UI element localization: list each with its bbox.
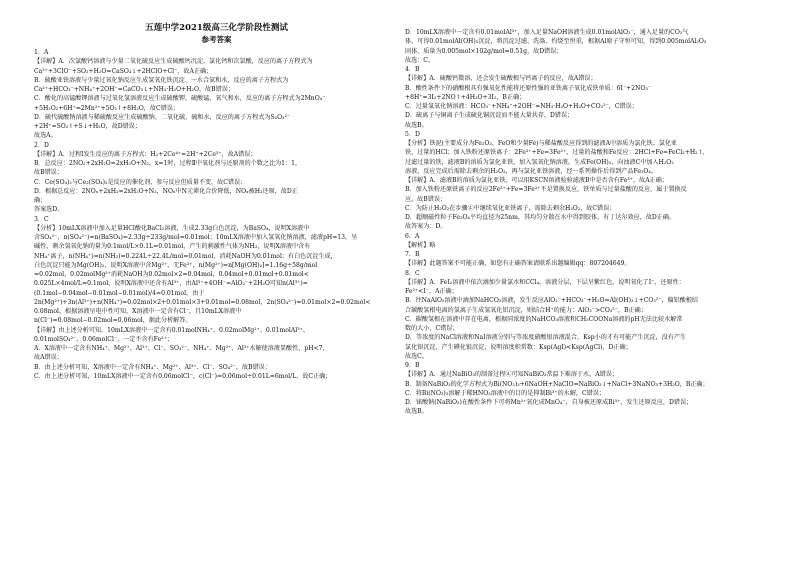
text-line: 故答案为：D。 <box>405 223 447 231</box>
text-line: D．根据总反应：2NOₓ+2xH₂=2xH₂O+N₂，NOₓ中N元素化合价降低，NOₓ被H₂还原，故D正 <box>34 187 298 195</box>
text-line: B．加入铁粉还原铁离子的反应2Fe³⁺+Fe=3Fe²⁺不是置换反应，铁单质与过量盐酸的反应，属于置换反 <box>405 186 687 194</box>
text-line: C．将Bi(NO₃)₃溶解于稀HNO₃溶液中的目的是抑制Bi³⁺的水解，C错误； <box>405 389 605 397</box>
left-column <box>34 22 399 381</box>
text-line: 【详解】A．次氯酸钙溶液与少量二氧化硫反应生成硫酸钙沉淀、氯化钙和次氯酸，反应的离子方程式为 <box>34 58 313 66</box>
text-line: 【详解】A．硫酸钙微溶，还会发生硫酸根与钙离子的反应，故A错误； <box>405 75 597 83</box>
text-line: +5H₂O₂+6H⁺=2Mn²⁺+5O₂↑+8H₂O，故C错误； <box>34 104 179 112</box>
text-line: B．由上述分析可知，X溶液中一定含有NH₄⁺、Mg²⁺、Al³⁺、Cl⁻、SO₄²⁻，故B错误； <box>34 363 271 371</box>
text-line: 【详解】A．通过NaBiO₃的制备过程④可知NaBiO₃常温下难溶于水，A错误； <box>405 371 618 379</box>
text-line: 故选B。 <box>405 121 428 129</box>
text-line: 【分析】10mLX溶液中加入足量HCl酸化BaCl₂溶液，生成2.33g白色沉淀，为BaSO₄，说明X溶液中 <box>34 224 310 232</box>
text-line: C．碳酸氢根在溶液中存在电离，根据同浓度的NaHCO₃溶液和CH₃COONa溶液的pH无法比较水解常 <box>405 315 683 323</box>
text-line: (0.1mol−0.04mol−0.01mol−0.01mol)/4=0.01mol，由于 <box>34 289 205 297</box>
text-line: 铁、过量的HCl；加入铁粉还原铁离子：2Fe³⁺+Fe=3Fe²⁺，过量的盐酸和Fe反应：2HCl+Fe=FeCl₂+H₂↑， <box>405 149 709 157</box>
text-line: D．10mLX溶液中一定含有0.01molAl³⁺，加入足量NaOH溶液生成0.01molAlO₂⁻，通入足量的CO₂气 <box>405 29 689 36</box>
text-line: D．超顺磁性粒子Fe₃O₄平均直径为25nm，其均匀分散在水中得到胶体，有丁达尔效应，故D正确。 <box>405 214 676 221</box>
text-line: D．等浓度的NaCl溶液和NaI溶液分别与等浓度硝酸银溶液混合，Ksp小的才有可能产生沉淀，没有产生 <box>405 334 687 342</box>
text-line: A．X溶液中一定含有NH₄⁺、Mg²⁺、Al³⁺、Cl⁻、SO₄²⁻，NH₄⁺、Mg²⁺、Al³⁺水解使溶液显酸性，pH<7， <box>34 345 329 352</box>
document-title: 五莲中学2021级高三化学阶段性测试 <box>145 23 288 33</box>
text-line: =0.02mol，0.02molMg²⁺消耗NaOH为0.02mol×2=0.04mol，0.04mol+0.01mol+0.01mol< <box>34 271 309 278</box>
text-line: D．铋酸钠(NaBiO₃)在酸性条件下可将Mn²⁺氧化成MnO₄⁻，自身被还原成Bi³⁺，发生还原反应，D错误； <box>405 399 693 406</box>
text-line: C．由上述分析可知，10mLX溶液中一定含有0.06molCl⁻，c(Cl⁻)=0.06mol÷0.01L=6mol/L，故C正确； <box>34 372 332 380</box>
text-line: D．硫代硫酸钠溶液与稀硫酸反应生成硫酸钠、二氧化硫、硫和水，反应的离子方程式为S₂O₃²⁻ <box>34 113 291 121</box>
text-line: Ca²⁺+HCO₃⁻+NH₄⁺+2OH⁻=CaCO₃↓+NH₃·H₂O+H₂O，故B错误； <box>34 86 234 93</box>
left-column-text <box>34 48 399 381</box>
text-line: C．Ce(SO₄)₂与Ce₂(SO₄)₃是反应的催化剂，参与反应但质量不变，故C错误； <box>34 178 247 186</box>
text-line: 体，可得0.01molAl(OH)₃沉淀，将沉淀过滤、洗涤、灼烧至恒重，根据Al原子守恒可知，得到0.005molAl₂O₃ <box>405 38 707 46</box>
text-line: B．总反应：2NO₂+2xH₂O=2xH₂O+N₂，x=1时，过程Ⅱ中氧化剂与还原剂的个数之比为1：1， <box>34 160 302 167</box>
text-line: 故A错误； <box>34 354 63 362</box>
text-line: B．制备NaBiO₃的化学方程式为Bi(NO₃)₃+6NaOH+NaClO=NaBiO₃↓+NaCl+3NaNO₃+3H₂O，B正确； <box>405 380 709 388</box>
text-line: 氯化银沉淀，产生碘化银沉淀，说明溶度积常数：Ksp(AgI)<Ksp(AgCl)，D正确； <box>405 343 632 351</box>
text-line: 0.08mol，根据溶液呈电中性可知，X溶液中一定含有Cl⁻，且10mLX溶液中 <box>34 308 242 315</box>
text-line: 故选：C。 <box>405 56 435 64</box>
text-line: 0.025L×4mol/L=0.1mol，说明X溶液中还含有Al³⁺，由Al³⁺+4OH⁻=AlO₂⁻+2H₂O可知n(Al³⁺)= <box>34 280 308 288</box>
text-line: 2n(Mg²⁺)+3n(Al³⁺)+n(NH₄⁺)=0.02mol×2+0.01mol×3+0.01mol=0.08mol，2n(SO₄²⁻)=0.01mol×2=0.02mol< <box>34 298 371 306</box>
text-line: C．为防止H₂O₂在步骤④中继续氧化亚铁离子，需除去剩余H₂O₂，故C错误； <box>405 204 616 212</box>
text-line: 故B错误； <box>34 169 63 177</box>
text-line: 0.01molSO₄²⁻、0.06molCl⁻，一定不含有Fe³⁺； <box>34 335 173 343</box>
text-line: 【详解】A．滤液B的溶质为氯化亚铁，可以用KSCN溶液检验滤液B中是否含有Fe³⁺，故A正确； <box>405 177 668 184</box>
text-line: 【详解】A．过程Ⅰ发生反应的离子方程式：H₂+2Ce⁴⁺=2H⁺+2Ce³⁺，故A错误； <box>34 150 257 158</box>
text-line: 应，故B错误； <box>405 195 447 203</box>
text-line: 故选B。 <box>405 408 428 416</box>
text-line: 9．B <box>405 362 420 369</box>
text-line: C．过量氢氧化钠溶液：HCO₃⁻+NH₄⁺+2OH⁻=NH₃·H₂O+H₂O+CO₃²⁻，C错误； <box>405 103 638 110</box>
text-line: 故选C。 <box>405 352 428 360</box>
text-line: +2H⁺=SO₂↑+S↓+H₂O，故D错误； <box>34 123 141 130</box>
text-line: C．酸化的高锰酸钾溶液与过氧化氢溶液反应生成硫酸钾、硫酸锰、氧气和水，反应的离子方程式为2MnO₄⁻ <box>34 95 326 103</box>
text-line: Ca²⁺+3ClO⁻+SO₂+H₂O=CaSO₄↓+2HClO+Cl⁻，故A正确； <box>34 67 213 75</box>
text-line: 碱性，剩余氢氧化钠的量为0.1mol/L×0.1L=0.01mol，产生的刺激性气体为NH₃，说明X溶液中含有 <box>34 243 311 251</box>
text-line: +8H⁺=3I₂+2NO↑+4H₂O+3I₂，B正确； <box>405 93 526 101</box>
text-line: B．酸性条件下的硝酸根具有强氧化性能将还原性强的亚铁离子氧化成铁单质：6I⁻+2NO₃⁻ <box>405 84 652 92</box>
text-line: 2．D <box>34 141 49 149</box>
text-line: 白色沉淀只能为Mg(OH)₂，说明X溶液中含Mg²⁺、无Fe³⁺，n(Mg²⁺)=n[Mg(OH)₂]=1.16g÷58g/mol <box>34 261 318 269</box>
text-line: 3．C <box>34 215 49 223</box>
right-column-text <box>405 28 769 417</box>
text-line: 固体，质量为0.005mol×102g/mol=0.51g，故D错误； <box>405 47 563 55</box>
text-line: Fe²⁺<I⁻，A正确； <box>405 288 458 295</box>
text-line: 溶液，反应完成后需除去剩余的H₂O₂，再与氯化亚铁溶液，经一系列操作后得到产品Fe₃O₄。 <box>405 167 657 175</box>
text-line: 确； <box>34 197 47 204</box>
text-line: 含SO₄²⁻，n(SO₄²⁻)=n(BaSO₄)=2.33g÷233g/mol=0.01mol；10mLX溶液中加入氢氧化钠溶液，滤液pH=13，呈 <box>34 234 358 241</box>
text-line: 6．A <box>405 232 420 240</box>
document-subtitle: 参考答案 <box>201 35 232 44</box>
text-line: n(Cl⁻)=0.08mol−0.02mol=0.06mol，据此分析解答。 <box>34 317 192 325</box>
text-line: 合碳酸氢根电离的氢离子生成氢氧化铝沉淀，则结合H⁺的能力：AlO₂⁻>CO₃²⁻，B正确； <box>405 306 647 314</box>
text-line: B．往NaAlO₂溶液中滴加NaHCO₃溶液，发生反应AlO₂⁻+HCO₃⁻+H₂O=Al(OH)₃↓+CO₃²⁻，偏铝酸根结 <box>405 297 699 305</box>
text-line: 【详解】由上述分析可知，10mLX溶液中一定含有0.01molNH₄⁺、0.02molMg²⁺、0.01molAl³⁺、 <box>34 326 309 334</box>
text-line: 过滤过量的铁，滤液B的溶质为氯化亚铁，加入氢氧化钠溶液，生成Fe(OH)₂，向浊液C中加入H₂O₂ <box>405 158 674 166</box>
text-line: 5．D <box>405 130 420 138</box>
text-line: 答案选D。 <box>34 206 64 214</box>
text-line: 【分析】铁泥(主要成分为Fe₂O₃、FeO和少量Fe)与稀盐酸反应得到的滤液A中溶质为氯化铁、氯化亚 <box>405 140 678 147</box>
text-line: 8．C <box>405 269 420 277</box>
text-line: 7．B <box>405 251 420 258</box>
text-line: 故选A。 <box>34 132 57 140</box>
text-line: D．硫离子与铜离子生成硫化铜沉淀而不能大量共存，D错误； <box>405 112 574 120</box>
text-line: 4．B <box>405 66 420 73</box>
text-line: 数的大小，C错误； <box>405 325 459 332</box>
text-line: 1．A <box>34 49 49 56</box>
text-line: B．硫酸亚铁溶液与少量过氧化钠反应生成氢氧化铁沉淀、一水合氨和水，反应的离子方程式为 <box>34 76 289 84</box>
text-line: 【详解】A．FeI₂溶液中依次滴加少量氯水和CCl₄，溶液分层，下层呈紫红色，说明氧化了I⁻，还原性： <box>405 278 685 286</box>
text-line: NH₄⁺离子，n(NH₄⁺)=n(NH₃)=0.224L÷22.4L/mol=0.01mol，消耗NaOH为0.01mol；有白色沉淀生成， <box>34 252 337 260</box>
text-line: 【解析】略 <box>405 241 436 249</box>
right-column <box>405 28 769 417</box>
text-line: 【详解】此题答案不可能正确，如您有正确答案请联系出题编辑qq：807204649。 <box>405 260 631 268</box>
